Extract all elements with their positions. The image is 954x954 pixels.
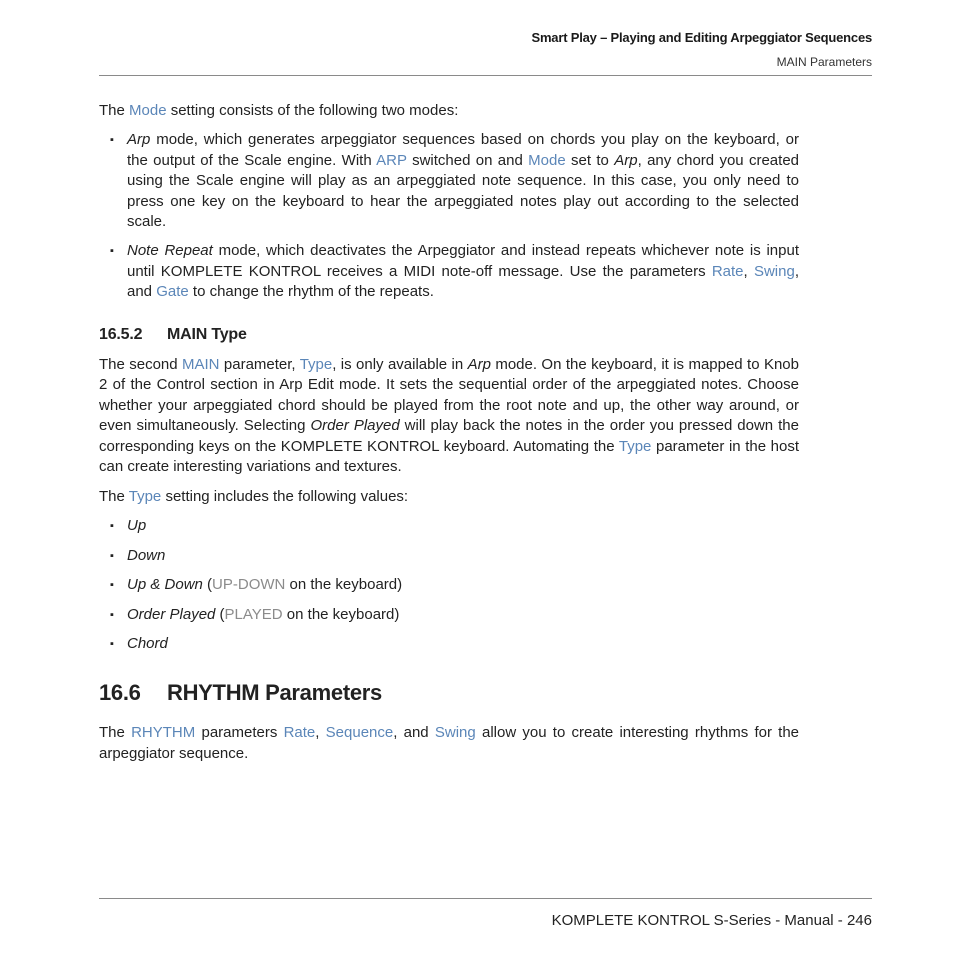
list-item-note-repeat-mode bbox=[99, 241, 799, 302]
text: will play back the notes in the order you pressed down the corresponding keys on the KOMPLETE KONTROL keyboard. Automating the bbox=[99, 417, 799, 455]
hardware-label: PLAYED bbox=[224, 605, 283, 623]
text: parameter, bbox=[219, 356, 300, 374]
list-item-arp-mode bbox=[99, 130, 799, 232]
swing-link[interactable]: Swing bbox=[753, 262, 795, 280]
section-number: 16.5.2 bbox=[99, 325, 143, 343]
list-item bbox=[99, 516, 799, 536]
running-header-subtitle: MAIN Parameters bbox=[776, 55, 872, 69]
type-value: Down bbox=[127, 546, 166, 564]
list-item: ▪ Up & Down (UP-DOWN on the keyboard) bbox=[99, 575, 799, 595]
type-value: Order Played bbox=[310, 417, 400, 435]
type-value: Up & Down bbox=[127, 576, 203, 594]
bullet-icon: ▪ bbox=[110, 245, 114, 258]
main-link[interactable]: MAIN bbox=[182, 356, 220, 374]
type-value: Order Played bbox=[127, 605, 216, 623]
mode-value: Arp bbox=[467, 356, 491, 374]
header-divider bbox=[99, 75, 872, 76]
list-item bbox=[99, 546, 799, 566]
page-footer: KOMPLETE KONTROL S-Series - Manual - 246 bbox=[551, 912, 872, 929]
mode-list bbox=[99, 130, 799, 302]
text: , is only available in bbox=[332, 356, 468, 374]
text: mode. On the keyboard, it is mapped to Knob 2 of the Control section in Arp Edit mode. It sets the sequential order of the arpeggiated notes. Choose whether your arpeggiated chord should be played from the root note and up, the other way around, or even simultaneously. Selecting bbox=[99, 356, 799, 435]
running-header-title: Smart Play – Playing and Editing Arpeggiator Sequences bbox=[531, 30, 872, 45]
section-title: RHYTHM Parameters bbox=[167, 679, 382, 705]
bullet-icon: ▪ bbox=[110, 608, 114, 621]
text: on the keyboard) bbox=[285, 576, 403, 594]
footer-divider bbox=[99, 898, 872, 899]
text: setting consists of the following two modes: bbox=[166, 102, 459, 119]
text: The bbox=[99, 487, 129, 505]
mode-value: Arp bbox=[614, 151, 638, 169]
bullet-icon: ▪ bbox=[110, 134, 114, 147]
text: The bbox=[99, 102, 130, 119]
arp-link[interactable]: ARP bbox=[376, 151, 407, 169]
mode-name: Arp bbox=[127, 131, 151, 149]
text: allow you to create interesting rhythms for the arpeggiator sequence. bbox=[99, 724, 800, 762]
section-number: 16.6 bbox=[99, 679, 141, 705]
type-link[interactable]: Type bbox=[299, 356, 333, 374]
main-type-paragraph bbox=[99, 355, 799, 477]
bullet-icon: ▪ bbox=[110, 519, 114, 532]
type-values-list bbox=[99, 516, 799, 655]
bullet-icon: ▪ bbox=[110, 579, 114, 592]
rhythm-link[interactable]: RHYTHM bbox=[131, 724, 196, 742]
rate-link[interactable]: Rate bbox=[711, 262, 744, 280]
mode-link[interactable]: Mode bbox=[129, 102, 167, 119]
bullet-icon: ▪ bbox=[110, 638, 114, 651]
text: parameters bbox=[195, 724, 284, 742]
bullet-icon: ▪ bbox=[110, 549, 114, 562]
type-link[interactable]: Type bbox=[618, 437, 652, 455]
section-title: MAIN Type bbox=[167, 325, 247, 343]
type-value: Chord bbox=[127, 635, 168, 653]
list-item bbox=[99, 634, 799, 654]
text: , bbox=[743, 262, 754, 280]
hardware-label: UP-DOWN bbox=[212, 576, 286, 594]
rhythm-paragraph bbox=[99, 723, 799, 764]
text: parameter in the host can create interesting variations and textures. bbox=[99, 437, 799, 476]
type-link[interactable]: Type bbox=[128, 487, 162, 505]
text: , and bbox=[127, 262, 799, 301]
intro-paragraph bbox=[99, 101, 799, 121]
text: , bbox=[315, 724, 326, 742]
text: switched on and bbox=[406, 151, 529, 169]
text: on the keyboard) bbox=[282, 605, 400, 623]
text: , and bbox=[393, 724, 435, 742]
gate-link[interactable]: Gate bbox=[156, 283, 189, 301]
section-heading-16-5-2 bbox=[99, 325, 799, 345]
mode-name: Note Repeat bbox=[127, 242, 213, 260]
type-values-intro bbox=[99, 487, 799, 507]
text: set to bbox=[565, 151, 615, 169]
mode-link[interactable]: Mode bbox=[528, 151, 566, 169]
text: The second bbox=[99, 356, 182, 374]
type-value: Up bbox=[127, 516, 147, 534]
sequence-link[interactable]: Sequence bbox=[325, 724, 394, 742]
text: mode, which deactivates the Arpeggiator and instead repeats whichever note is input until KOMPLETE KONTROL receives a MIDI note-off message. Use the parameters bbox=[127, 242, 799, 280]
text: , any chord you created using the Scale engine will play as an arpeggiated note sequence. In this case, you only need to press one key on the keyboard to hear the arpeggiated notes play out according to the selected scale. bbox=[127, 151, 800, 231]
page-body bbox=[99, 101, 799, 773]
text: setting includes the following values: bbox=[161, 487, 409, 505]
swing-link[interactable]: Swing bbox=[434, 724, 476, 742]
text: The bbox=[99, 724, 132, 742]
list-item: ▪ Order Played (PLAYED on the keyboard) bbox=[99, 605, 799, 625]
text: to change the rhythm of the repeats. bbox=[188, 283, 434, 301]
text: mode, which generates arpeggiator sequences based on chords you play on the keyboard, or the output of the Scale engine. With bbox=[127, 131, 799, 169]
rate-link[interactable]: Rate bbox=[283, 724, 316, 742]
section-heading-16-6 bbox=[99, 679, 799, 705]
